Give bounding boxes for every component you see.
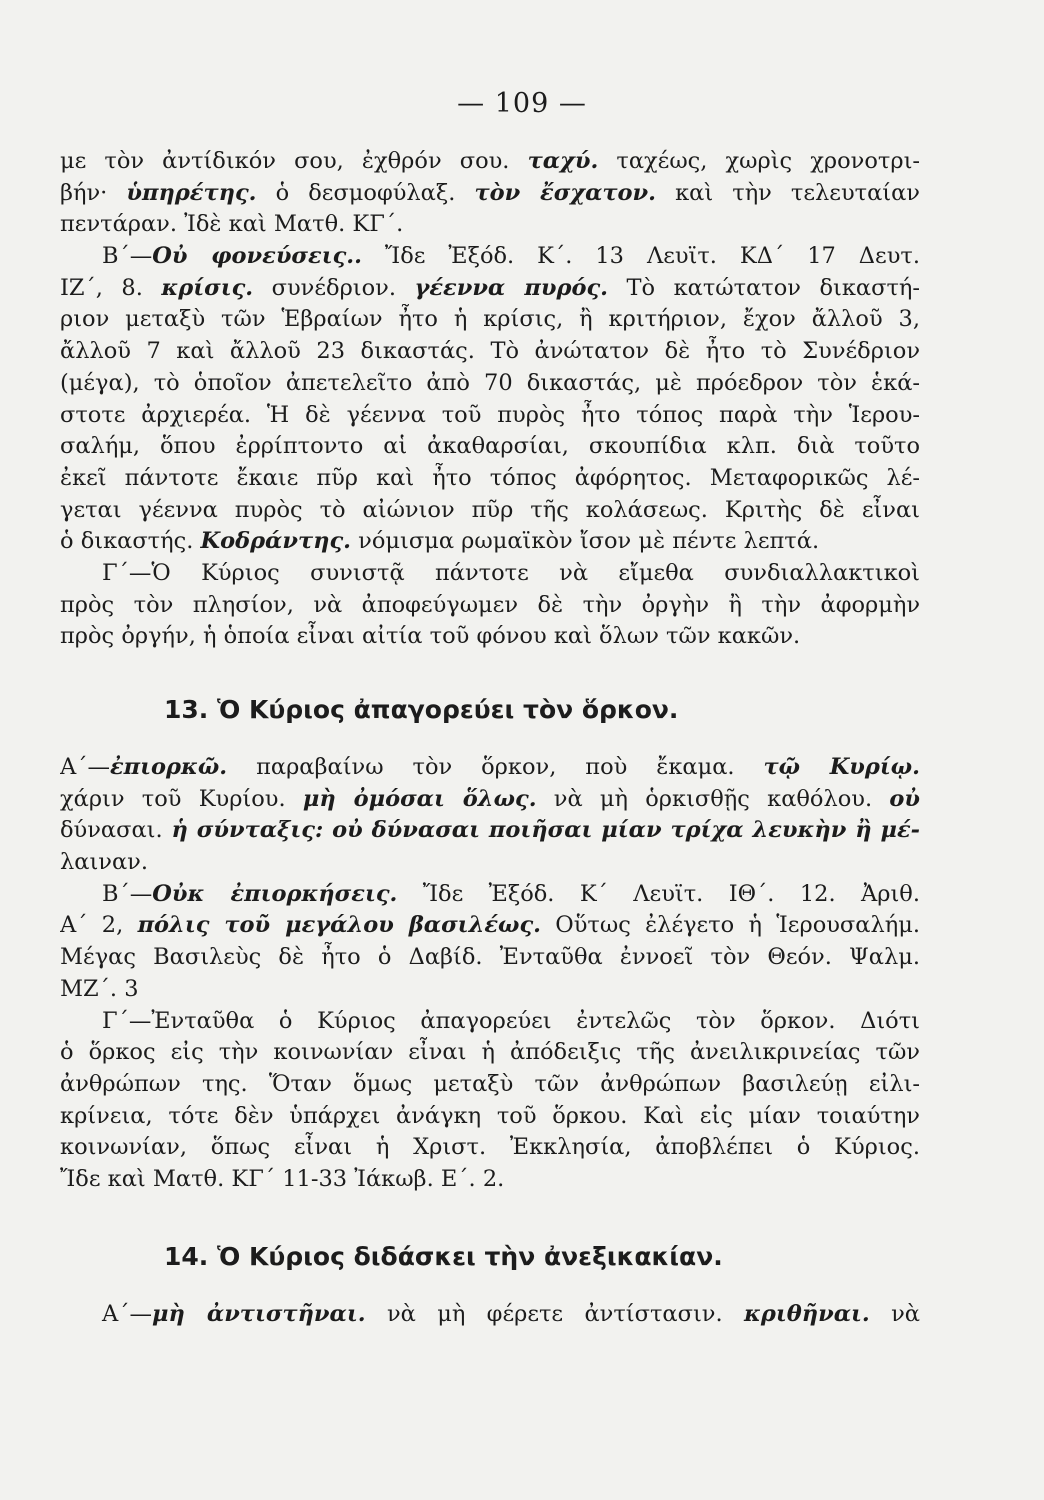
heading-section-14: 14. Ὁ Κύριος διδάσκει τὴν ἀνεξικακίαν. [164,1241,723,1271]
text-line [60,178,920,210]
text-run: Α΄— [102,1300,152,1327]
text-line [60,1101,920,1133]
lemma-term: μὴ ἀντιστῆναι. [152,1300,366,1327]
text-run: ΙΖ΄, 8. [60,274,162,301]
lemma-term: οὐ [889,785,920,812]
text-line [60,495,920,527]
text-run: ριον μεταξὺ τῶν Ἑβραίων ἦτο ἡ κρίσις, ἢ κριτήριον, ἔχον ἄλλοῦ 3, [60,306,920,333]
text-run: λαιναν. [60,849,148,876]
text-line [60,974,920,1006]
text-run: καὶ τὴν τελευταίαν [656,179,920,206]
text-run: Μέγας Βασιλεὺς δὲ ἦτο ὁ Δαβίδ. Ἐνταῦθα ἐννοεῖ τὸν Θεόν. Ψαλμ. [60,944,920,971]
text-run: Α΄ 2, [60,912,138,939]
text-run: νὰ [869,1300,920,1327]
text-line [60,336,920,368]
lemma-term: ταχύ. [527,148,599,174]
text-run: ὁ δικαστής. [60,528,201,555]
text-line [60,752,920,784]
text-line [60,1132,920,1164]
section-12-commentary [60,146,920,653]
lemma-term: κριθῆναι. [744,1300,870,1327]
text-run: Α΄— [60,754,110,780]
text-line [60,879,920,911]
text-line [60,209,920,241]
text-line [60,304,920,336]
text-line [60,621,920,653]
lemma-term: Οὐκ ἐπιορκήσεις. [152,880,398,907]
text-run: ὁ δεσμοφύλαξ. [256,179,475,206]
text-run: (μέγα), τὸ ὁποῖον ἀπετελεῖτο ἀπὸ 70 δικαστάς, μὲ πρόεδρον τὸν ἑκά- [60,369,920,396]
text-run: πεντάραν. Ἰδὲ καὶ Ματθ. ΚΓ΄. [60,211,404,238]
text-run: Τὸ κατώτατον δικαστή- [608,274,920,301]
text-line [60,368,920,400]
text-run: κοινωνίαν, ὅπως εἶναι ἡ Χριστ. Ἐκκλησία, ἀποβλέπει ὁ Κύριος. [60,1134,920,1161]
lemma-term: ἐπιορκῶ. [110,754,228,780]
lemma-term: ἡ σύνταξις: οὐ δύνασαι ποιῆσαι μίαν τρίχα λευκὴν ἢ μέ- [162,817,920,844]
text-line [60,526,920,558]
page-number: — 109 — [457,88,587,119]
section-13-commentary [60,752,920,1196]
text-line [60,146,920,178]
text-line [60,431,920,463]
text-run: ταχέως, χωρὶς χρονοτρι- [598,148,920,174]
text-line [60,273,920,305]
text-run: ἐκεῖ πάντοτε ἔκαιε πῦρ καὶ ἦτο τόπος ἀφόρητος. Μεταφορικῶς λέ- [60,464,920,491]
heading-section-13: 13. Ὁ Κύριος ἀπαγορεύει τὸν ὅρκον. [164,695,679,724]
text-run: ΜΖ΄. 3 [60,975,139,1002]
text-run: πρὸς τὸν πλησίον, νὰ ἀποφεύγωμεν δὲ τὴν ὀργὴν ἢ τὴν ἀφορμὴν [60,591,920,618]
lemma-term: Κοδράντης. [200,528,352,555]
text-line [60,463,920,495]
text-run: ἄλλοῦ 7 καὶ ἄλλοῦ 23 δικαστάς. Τὸ ἀνώτατον δὲ ἦτο τὸ Συνέδριον [60,338,920,365]
text-run: πρὸς ὀργήν, ἡ ὁποία εἶναι αἰτία τοῦ φόνου καὶ ὅλων τῶν κακῶν. [60,623,801,650]
text-run: παραβαίνω τὸν ὅρκον, ποὺ ἔκαμα. [227,754,764,780]
text-run: νόμισμα ρωμαϊκὸν ἴσον μὲ πέντε λεπτά. [351,528,820,555]
text-line [60,942,920,974]
lemma-term: γέεννα πυρός. [414,274,609,301]
text-run: με τὸν ἀντίδικόν σου, ἐχθρόν σου. [60,148,528,174]
page-body [60,146,920,1330]
lemma-term: μὴ ὀμόσαι ὅλως. [302,785,537,812]
text-run: Β΄— [102,880,153,907]
text-run: Ἴδε Ἐξόδ. Κ΄. 13 Λευϊτ. ΚΔ΄ 17 Δευτ. [361,243,920,270]
text-line [60,558,920,590]
lemma-term: Οὐ φονεύσεις.. [152,243,362,270]
lemma-term: πόλις τοῦ μεγάλου βασιλέως. [137,912,541,939]
text-line [60,590,920,622]
text-run: Οὕτως ἐλέγετο ἡ Ἱερουσαλήμ. [540,912,920,939]
lemma-term: τῷ Κυρίῳ. [763,754,920,780]
text-line [60,400,920,432]
text-line [60,1006,920,1038]
text-run: νὰ μὴ ὁρκισθῇς καθόλου. [536,785,890,812]
text-line [60,847,920,879]
text-line [60,910,920,942]
section-14-commentary [60,1299,920,1331]
text-run: ἀνθρώπων της. Ὅταν ὅμως μεταξὺ τῶν ἀνθρώπων βασιλεύῃ εἰλι- [60,1070,920,1097]
text-run: νὰ μὴ φέρετε ἀντίστασιν. [365,1300,744,1327]
text-run: Γ΄—Ἐνταῦθα ὁ Κύριος ἀπαγορεύει ἐντελῶς τὸν ὅρκον. Διότι [102,1007,920,1034]
text-line [60,1299,920,1331]
text-line [60,815,920,847]
text-run: στοτε ἀρχιερέα. Ἡ δὲ γέεννα τοῦ πυρὸς ἦτο τόπος παρὰ τὴν Ἱερου- [60,401,920,428]
text-line [60,784,920,816]
text-run: σαλήμ, ὅπου ἐρρίπτοντο αἱ ἀκαθαρσίαι, σκουπίδια κλπ. διὰ τοῦτο [60,433,920,460]
text-run: Γ΄—Ὁ Κύριος συνιστᾷ πάντοτε νὰ εἴμεθα συνδιαλλακτικοὶ [102,559,920,586]
text-run: χάριν τοῦ Κυρίου. [60,785,303,812]
text-run: συνέδριον. [253,274,415,301]
text-run: Β΄— [102,243,153,270]
lemma-term: ὑπηρέτης. [126,179,257,206]
text-line [60,1069,920,1101]
lemma-term: τὸν ἔσχατον. [474,179,656,206]
text-line [60,241,920,273]
text-run: δύνασαι. [60,817,163,844]
text-run: κρίνεια, τότε δὲν ὑπάρχει ἀνάγκη τοῦ ὅρκου. Καὶ εἰς μίαν τοιαύτην [60,1102,920,1129]
text-run: ὁ ὅρκος εἰς τὴν κοινωνίαν εἶναι ἡ ἀπόδειξις τῆς ἀνειλικρινείας τῶν [60,1039,920,1066]
text-line [60,1164,920,1196]
text-line [60,1037,920,1069]
text-run: Ἴδε Ἐξόδ. Κ΄ Λευϊτ. ΙΘ΄. 12. Ἀριθ. [397,880,920,907]
text-run: βήν· [60,179,127,206]
lemma-term: κρίσις. [161,274,254,301]
text-run: γεται γέεννα πυρὸς τὸ αἰώνιον πῦρ τῆς κολάσεως. Κριτὴς δὲ εἶναι [60,496,920,523]
text-run: Ἴδε καὶ Ματθ. ΚΓ΄ 11-33 Ἰάκωβ. Ε΄. 2. [60,1165,505,1192]
